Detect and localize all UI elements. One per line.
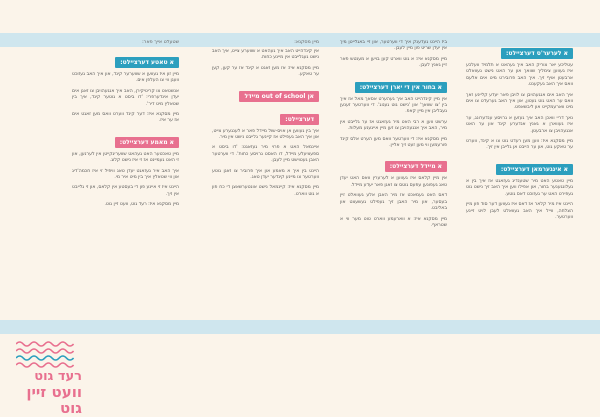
section-label: שטעלט אייך פאר: [142, 40, 179, 45]
paragraph: אין מיין קלאס איז געווען א לערערין וואס האט יעדן טאג געפונען עפעס גוטס צו זאגן פאר יעדע מיידל. [340, 176, 447, 188]
paragraph: עטליכע יאר צוריק האב איך געהאט א תלמיד וועלכע איז געווען צימליך שוואך און ער האט נישט געוואלט ארבעטן אויף זיך. איך האב פרובירט מיט אים אלעס וואס איך האב געקענט. [466, 63, 573, 88]
section-label: מיין מסקנא: [294, 40, 319, 45]
column-4 [72, 40, 179, 320]
paragraph: היינט בין איך א מאמע און איך פרוביר צו זאגן גוטע ווערטער צו מיינע קינדער יעדן טאג. [212, 168, 319, 181]
paragraph: נאך דריי וואכן האב איך געזען א גרויסע ענדערונג, ער איז געווארן א גאנץ אנדערע קינד און ער האט אנגעהויבן צו ארבעטן. [466, 115, 573, 134]
paragraph: מיין טאכטער האט געהאט שוועריגקייטן אין לערנען, און זי האט געמיינט אז זי איז נישט קלוג. [72, 151, 179, 164]
bottom-stripe [0, 320, 600, 334]
column-3 [212, 40, 319, 320]
heading-tag: out of school [261, 92, 306, 100]
heading-part: מיידל [244, 92, 260, 100]
section-heading-line2: דערציילט: [280, 114, 319, 125]
paragraph: אין מיין קינדהייט האב איך געהערט אסאך מאל אז איך בין 'צו שוואך' און 'נישט גוט גענוג'. די ווערטער זענען געבליבן אין מיין קאפ. [340, 96, 447, 115]
paragraph: ביז היינט געדענק איך די ווערטער, און זיי באגלייטן מיך אין יעדן שריט פון מיין לעבן. [340, 40, 447, 52]
paragraph: ערשט ווען א רבי האט מיר געזאגט אז ער גלייבט אין מיר, האב איך אנגעהויבן צו זען מיין אייגענע מעלות. [340, 119, 447, 132]
section-heading: א טאטע דערציילט: [115, 57, 179, 68]
paragraph: מיין מסקנא איז: א גוט ווארט קען בויען א מענטש פאר זיין גאנץ לעבן. [340, 56, 447, 69]
paragraph: היינט איז זי איינע פון די בעסטע אין קלאס, און זי גלייבט אין זיך. [72, 185, 179, 197]
paragraph: היינט איז מיר קלאר אז דאס איז געווען דער סוד פון מיין הצלחה, ווייל איך האב געוואלט לעבן לויט זיינע ווערטער. [466, 202, 573, 220]
section-heading: א אינגערמאן דערציילט: [496, 164, 573, 175]
section-heading: א מיידל דערציילט: [385, 161, 447, 172]
brand-logo [18, 370, 82, 416]
paragraph: איך בין געווען אן אויס-שול מיידל פאר א לענגערע צייט, און איך האב געפילט אז קיינער גלייבט נישט אין מיר. [212, 128, 319, 141]
paragraph: מיין זון איז געווען א שווערער קינד, און איך האב געזוכט וועגן ווי צו העלפן אים. [72, 72, 179, 84]
paragraph: מיין טאטע האט מיר שטענדיג געזאגט אז איך בין א געלונגענער בחור, און אפילו ווען איך האב זיך נישט גוט געפירט האט ער געזוכט דאס גוטע. [466, 178, 573, 197]
paragraph: איינמאל האט א פרוי מיר געזאגט: 'דו ביסט א ספעציעלע מיידל, דו האסט גרויסע כחות'. די ווערטער האבן געטוישט מיין לעבן. [212, 145, 319, 164]
waves-decoration [16, 339, 74, 369]
paragraph: מיין מסקנא איז: די ווערטער וואס מען הערט אלס קינד פורעמען ווי מען זעט זיך אליין. [340, 136, 447, 149]
column-1 [466, 40, 573, 320]
paragraph: איך האב אים אנגעהויבן צו לויבן פאר יעדע קליינע זאך וואס ער האט גוט געטון, און איך האב גערעדט צו אים מיט ווארעמקייט און ליבשאפט. [466, 92, 573, 111]
paragraph: מיין מסקנא איז: א ווארעמע ווארט טוט מער ווי א שטראף. [340, 216, 447, 228]
paragraph: מיין מסקנא איז: דער קינד ווערט וואס מען זאגט אים אז ער איז. [72, 112, 179, 124]
paragraph: דאס האט געמאכט אז מיר האבן אלע געוואלט זיין בעסער, און מיר האבן זיך געפילט געשעצט און באליבט. [340, 193, 447, 212]
paragraph: מיין מסקנא איז: רעד גוט, וועט זיין גוט. [104, 202, 179, 208]
section-heading: א מאמע דערציילט: [115, 137, 179, 148]
logo-line-2: וועט זיין גוט [26, 383, 82, 417]
paragraph: מיין מסקנא איז: ווען מען רעדט גוט צו א קינד, ווערט ער טאקע גוט, און ער הייבט אן גלייבן אין זיך. [466, 139, 573, 151]
paragraph: מיין מסקנא איז: אז מען זאגט א קינד אז ער קען, קען ער טאקע. [212, 65, 319, 78]
section-heading: א לערער'ס דערציילט: [501, 48, 573, 59]
section-heading [239, 91, 319, 102]
paragraph: איך האב איר געזאגט יעדן טאג וויפיל זי איז חכמה'דיג און ווי שטאלץ איך בין מיט איר מי. [72, 168, 179, 181]
logo-line-1: רעד גוט [34, 369, 82, 384]
paragraph: אנשטאט צו קריטיקירן, האב איך אנגעהויבן צו זאגן אים יעדן אינדערפרי: 'דו ביסט א גוטער קינד, איך בין שטאלץ מיט דיר'. [72, 88, 179, 107]
heading-part: אן [307, 92, 314, 100]
paragraph: אין קינדהייט האב איך געהאט א שווערע צייט, איך האב נישט געגלייבט אין מיינע כחות. [212, 49, 319, 61]
paragraph: מיין מסקנא איז: קיינמאל נישט אונטערשאצן די כח פון א גוט ווארט. [212, 185, 319, 197]
section-heading: א בחור אין די יארן דערציילט: [355, 82, 447, 93]
column-2 [340, 40, 447, 320]
